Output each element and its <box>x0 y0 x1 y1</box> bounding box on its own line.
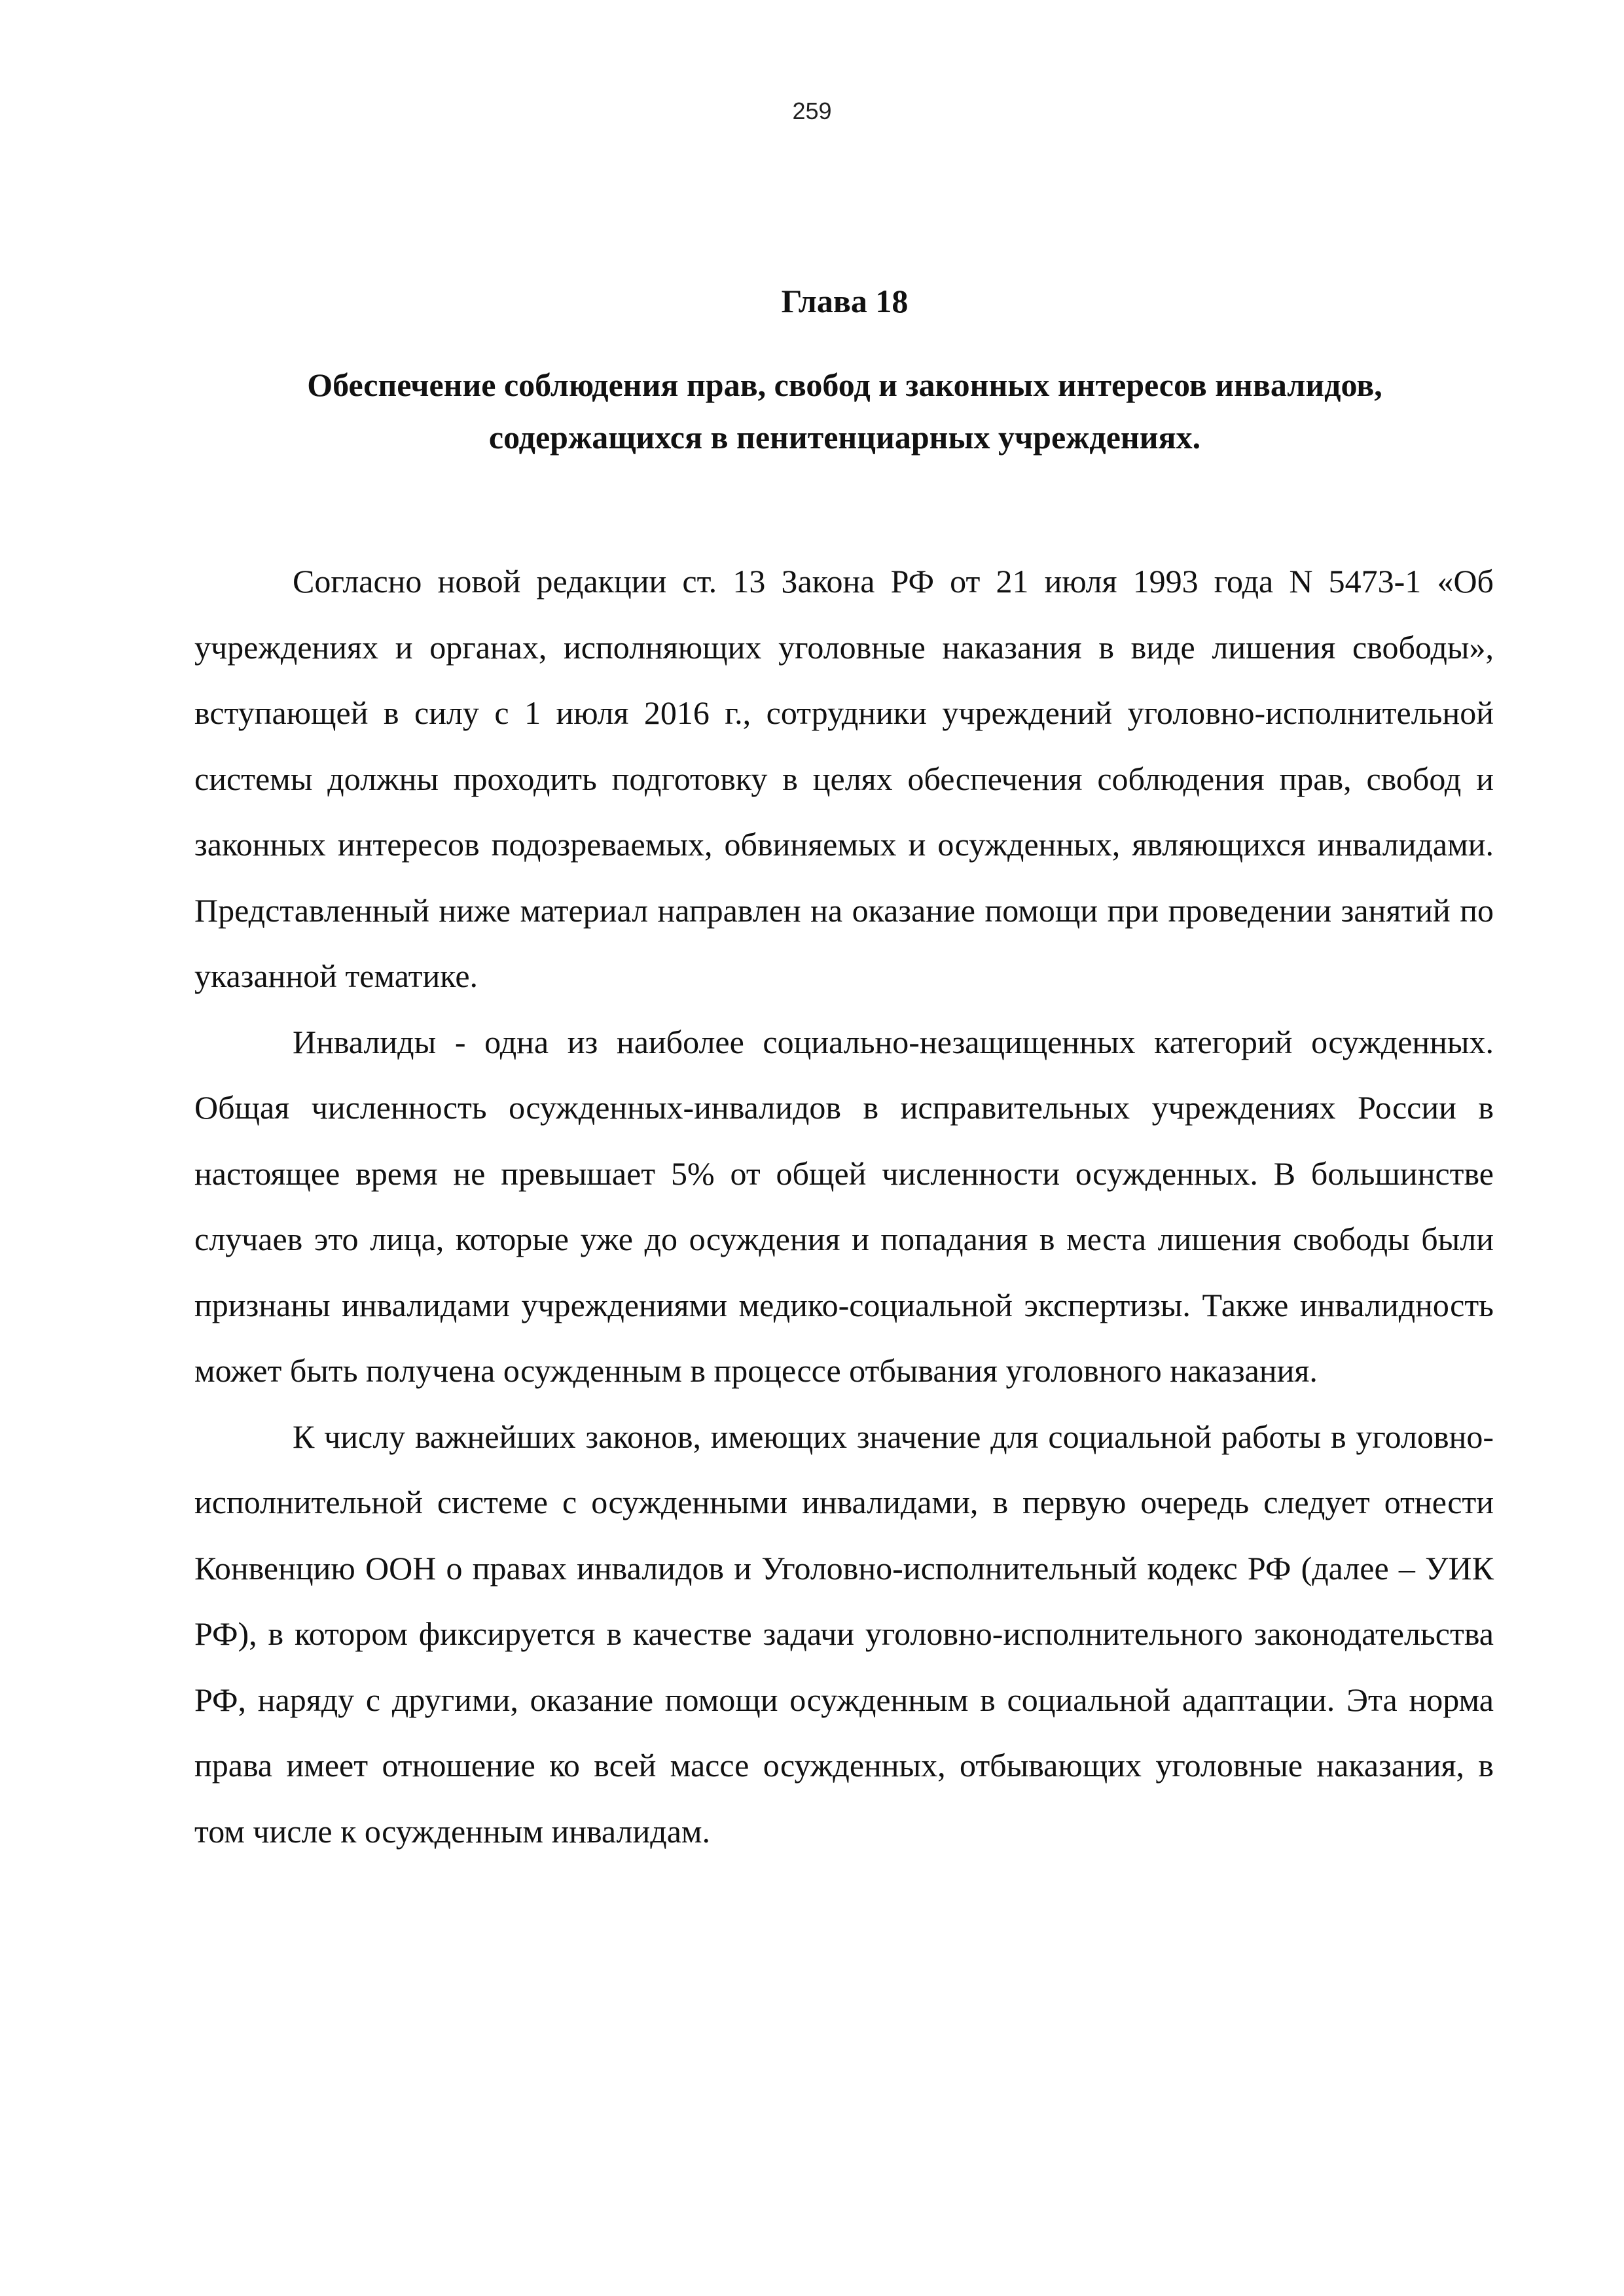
paragraph: Согласно новой редакции ст. 13 Закона РФ от 21 июля 1993 года N 5473-1 «Об учреждениях и органах, исполняющих уголовные наказания в виде лишения свободы», вступающей в силу с 1 июля 2016 г., сотрудники учреждений уголовно-исполнительной системы должны проходить подготовку в целях обеспечения соблюдения прав, свобод и законных интересов подозреваемых, обвиняемых и осужденных, являющихся инвалидами. Представленный ниже материал направлен на оказание помощи при проведении занятий по указанной тематике. <box>194 563 1494 994</box>
body-text <box>194 548 1494 1864</box>
paragraph: К числу важнейших законов, имеющих значение для социальной работы в уголовно-исполнительной системе с осужденными инвалидами, в первую очередь следует отнести Конвенцию ООН о правах инвалидов и Уголовно-исполнительный кодекс РФ (далее – УИК РФ), в котором фиксируется в качестве задачи уголовно-исполнительного законодательства РФ, наряду с другими, оказание помощи осужденным в социальной адаптации. Эта норма права имеет отношение ко всей массе осужденных, отбывающих уголовные наказания, в том числе к осужденным инвалидам. <box>194 1418 1494 1850</box>
chapter-title: Глава 18 <box>781 283 909 319</box>
page-number: 259 <box>792 98 832 124</box>
paragraph: Инвалиды - одна из наиболее социально-незащищенных категорий осужденных. Общая численность осужденных-инвалидов в исправительных учреждениях России в настоящее время не превышает 5% от общей численности осужденных. В большинстве случаев это лица, которые уже до осуждения и попадания в места лишения свободы были признаны инвалидами учреждениями медико-социальной экспертизы. Также инвалидность может быть получена осужденным в процессе отбывания уголовного наказания. <box>194 1023 1494 1389</box>
chapter-subtitle: Обеспечение соблюдения прав, свобод и законных интересов инвалидов, содержащихся в пенитенциарных учреждениях. <box>307 367 1382 456</box>
